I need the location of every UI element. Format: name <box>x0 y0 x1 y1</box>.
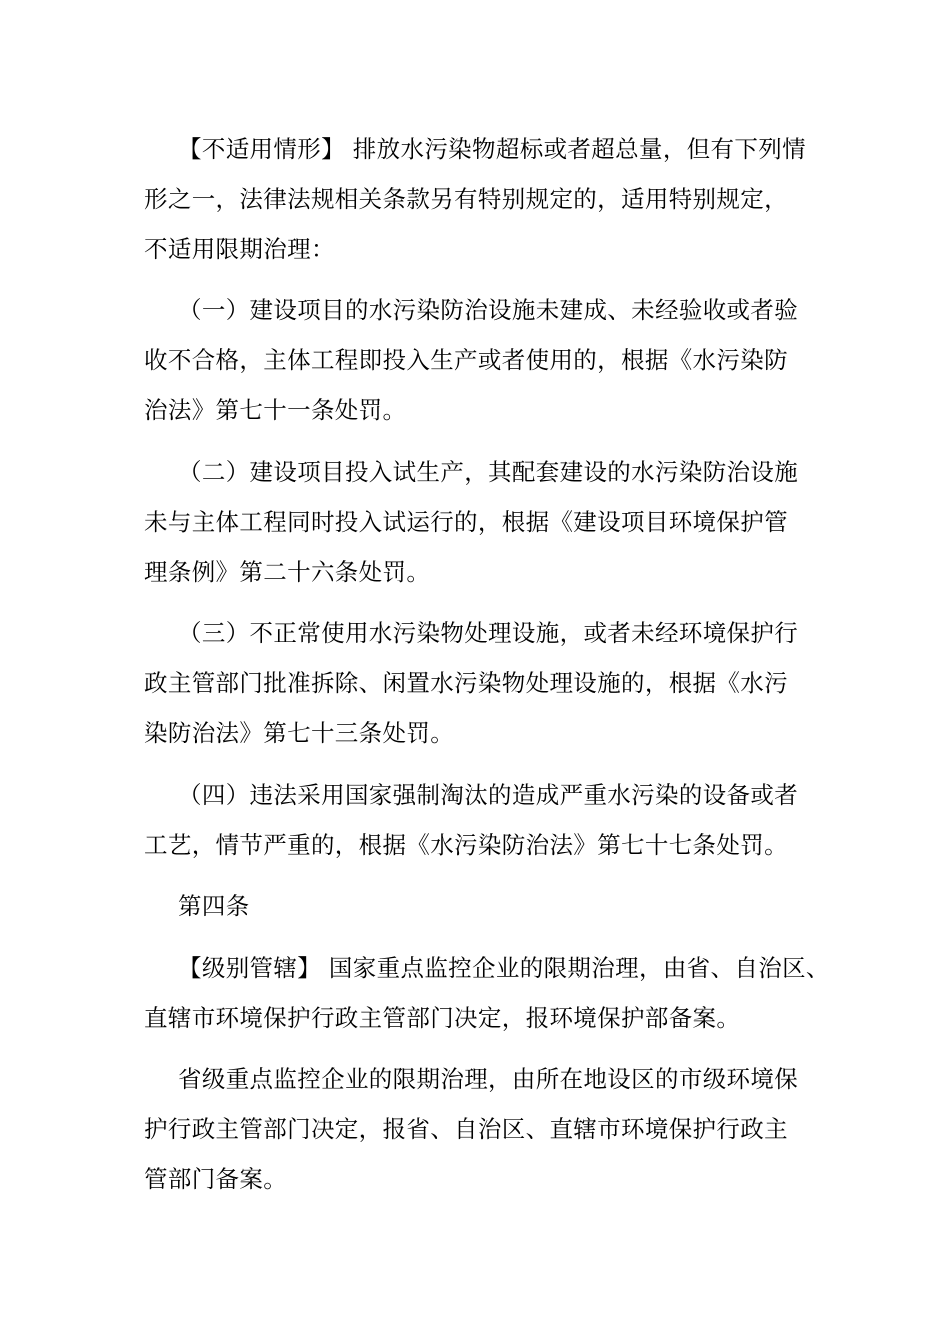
paragraph-line: （二）建设项目投入试生产，其配套建设的水污染防治设施 <box>178 458 799 486</box>
paragraph-line: 染防治法》第七十三条处罚。 <box>144 719 455 747</box>
paragraph-line: （一）建设项目的水污染防治设施未建成、未经验收或者验 <box>178 296 799 324</box>
paragraph-line: 管部门备案。 <box>144 1165 288 1193</box>
article-number: 第四条 <box>178 892 250 920</box>
paragraph-line: 【级别管辖】 国家重点监控企业的限期治理，由省、自治区、 <box>178 954 830 982</box>
paragraph-line: 省级重点监控企业的限期治理，由所在地设区的市级环境保 <box>178 1065 799 1093</box>
paragraph-line: 护行政主管部门决定，报省、自治区、直辖市环境保护行政主 <box>144 1115 788 1143</box>
paragraph-line: 形之一，法律法规相关条款另有特别规定的，适用特别规定， <box>144 185 788 213</box>
paragraph-line: 政主管部门批准拆除、闲置水污染物处理设施的，根据《水污 <box>144 669 788 697</box>
paragraph-line: 未与主体工程同时投入试运行的，根据《建设项目环境保护管 <box>144 508 788 536</box>
paragraph-line: 【不适用情形】 排放水污染物超标或者超总量，但有下列情 <box>178 135 806 163</box>
paragraph-line: 不适用限期治理： <box>144 235 335 263</box>
paragraph-line: （四）违法采用国家强制淘汰的造成严重水污染的设备或者 <box>178 781 799 809</box>
paragraph-line: （三）不正常使用水污染物处理设施，或者未经环境保护行 <box>178 619 799 647</box>
paragraph-line: 治法》第七十一条处罚。 <box>144 396 407 424</box>
paragraph-line: 收不合格，主体工程即投入生产或者使用的，根据《水污染防 <box>144 346 788 374</box>
paragraph-line: 理条例》第二十六条处罚。 <box>144 558 431 586</box>
paragraph-line: 工艺，情节严重的，根据《水污染防治法》第七十七条处罚。 <box>144 831 788 859</box>
paragraph-line: 直辖市环境保护行政主管部门决定，报环境保护部备案。 <box>144 1004 741 1032</box>
